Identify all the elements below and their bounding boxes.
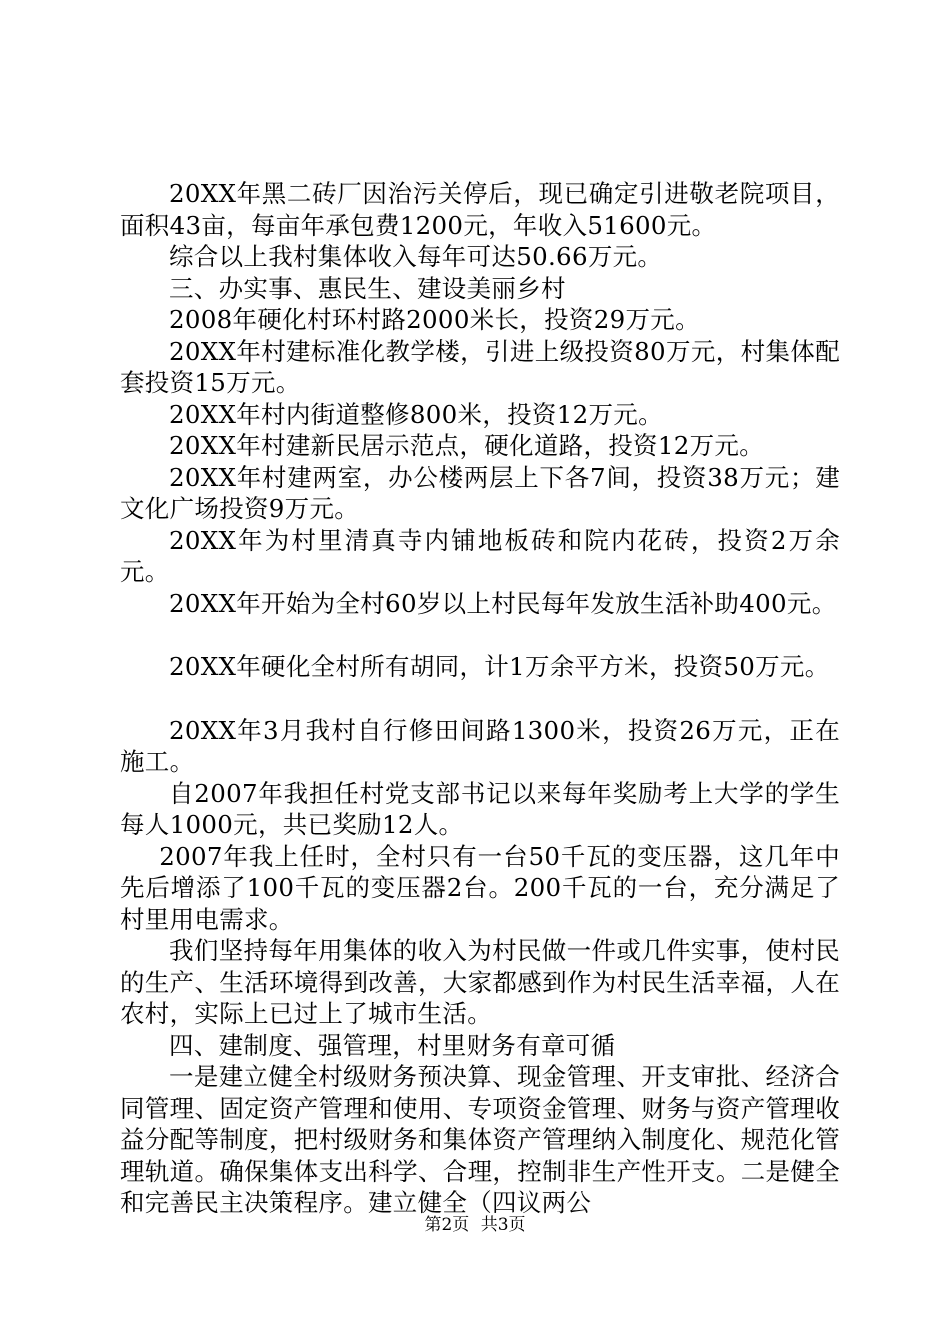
paragraph-ring-road: 2008年硬化村环村路2000米长，投资29万元。 — [169, 305, 700, 334]
page-total: 共3页 — [480, 1215, 526, 1235]
section-heading-three: 三、办实事、惠民生、建设美丽乡村 — [169, 273, 566, 303]
paragraph-practical-deeds: 我们坚持每年用集体的收入为村民做一件或几件实事，使村民的生产、生活环境得到改善，大家都感到作为村民生活幸福，人在农村，实际上已过上了城市生活。 — [120, 936, 840, 1028]
paragraph-office-building: 20XX年村建两室，办公楼两层上下各7间，投资38万元；建文化广场投资9万元。 — [120, 462, 840, 523]
paragraph-mosque-tiles: 20XX年为村里清真寺内铺地板砖和院内花砖，投资2万余元。 — [120, 525, 840, 586]
paragraph-student-awards: 自2007年我担任村党支部书记以来每年奖励考上大学的学生每人1000元，共已奖励12人。 — [120, 778, 840, 839]
paragraph-new-residence: 20XX年村建新民居示范点，硬化道路，投资12万元。 — [169, 431, 765, 460]
paragraph-nursing-home: 20XX年黑二砖厂因治污关停后，现已确定引进敬老院项目，面积43亩，每亩年承包费1200元，年收入51600元。 — [120, 179, 840, 240]
paragraph-alley-hardening: 20XX年硬化全村所有胡同，计1万余平方米，投资50万元。 — [169, 652, 830, 681]
paragraph-street-repair: 20XX年村内街道整修800米，投资12万元。 — [169, 399, 663, 429]
paragraph-elderly-subsidy: 20XX年开始为全村60岁以上村民每年发放生活补助400元。 — [169, 588, 837, 618]
page-number: 第2页 — [424, 1215, 470, 1235]
document-body — [120, 178, 840, 1219]
paragraph-field-road: 20XX年3月我村自行修田间路1300米，投资26万元，正在施工。 — [120, 715, 840, 776]
paragraph-transformers: 2007年我上任时，全村只有一台50千瓦的变压器，这几年中先后增添了100千瓦的变压器2台。200千瓦的一台，充分满足了村里用电需求。 — [120, 841, 840, 934]
section-heading-four: 四、建制度、强管理，村里财务有章可循 — [169, 1030, 616, 1060]
page-footer — [0, 1214, 950, 1236]
paragraph-income-total: 综合以上我村集体收入每年可达50.66万元。 — [169, 242, 663, 271]
paragraph-teaching-building: 20XX年村建标准化教学楼，引进上级投资80万元，村集体配套投资15万元。 — [120, 336, 840, 397]
paragraph-finance-system: 一是建立健全村级财务预决算、现金管理、开支审批、经济合同管理、固定资产管理和使用、专项资金管理、财务与资产管理收益分配等制度，把村级财务和集体资产管理纳入制度化、规范化管理轨道。确保集体支出科学、合理，控制非生产性开支。二是健全和完善民主决策程序。建立健全（四议两公 — [120, 1062, 840, 1217]
